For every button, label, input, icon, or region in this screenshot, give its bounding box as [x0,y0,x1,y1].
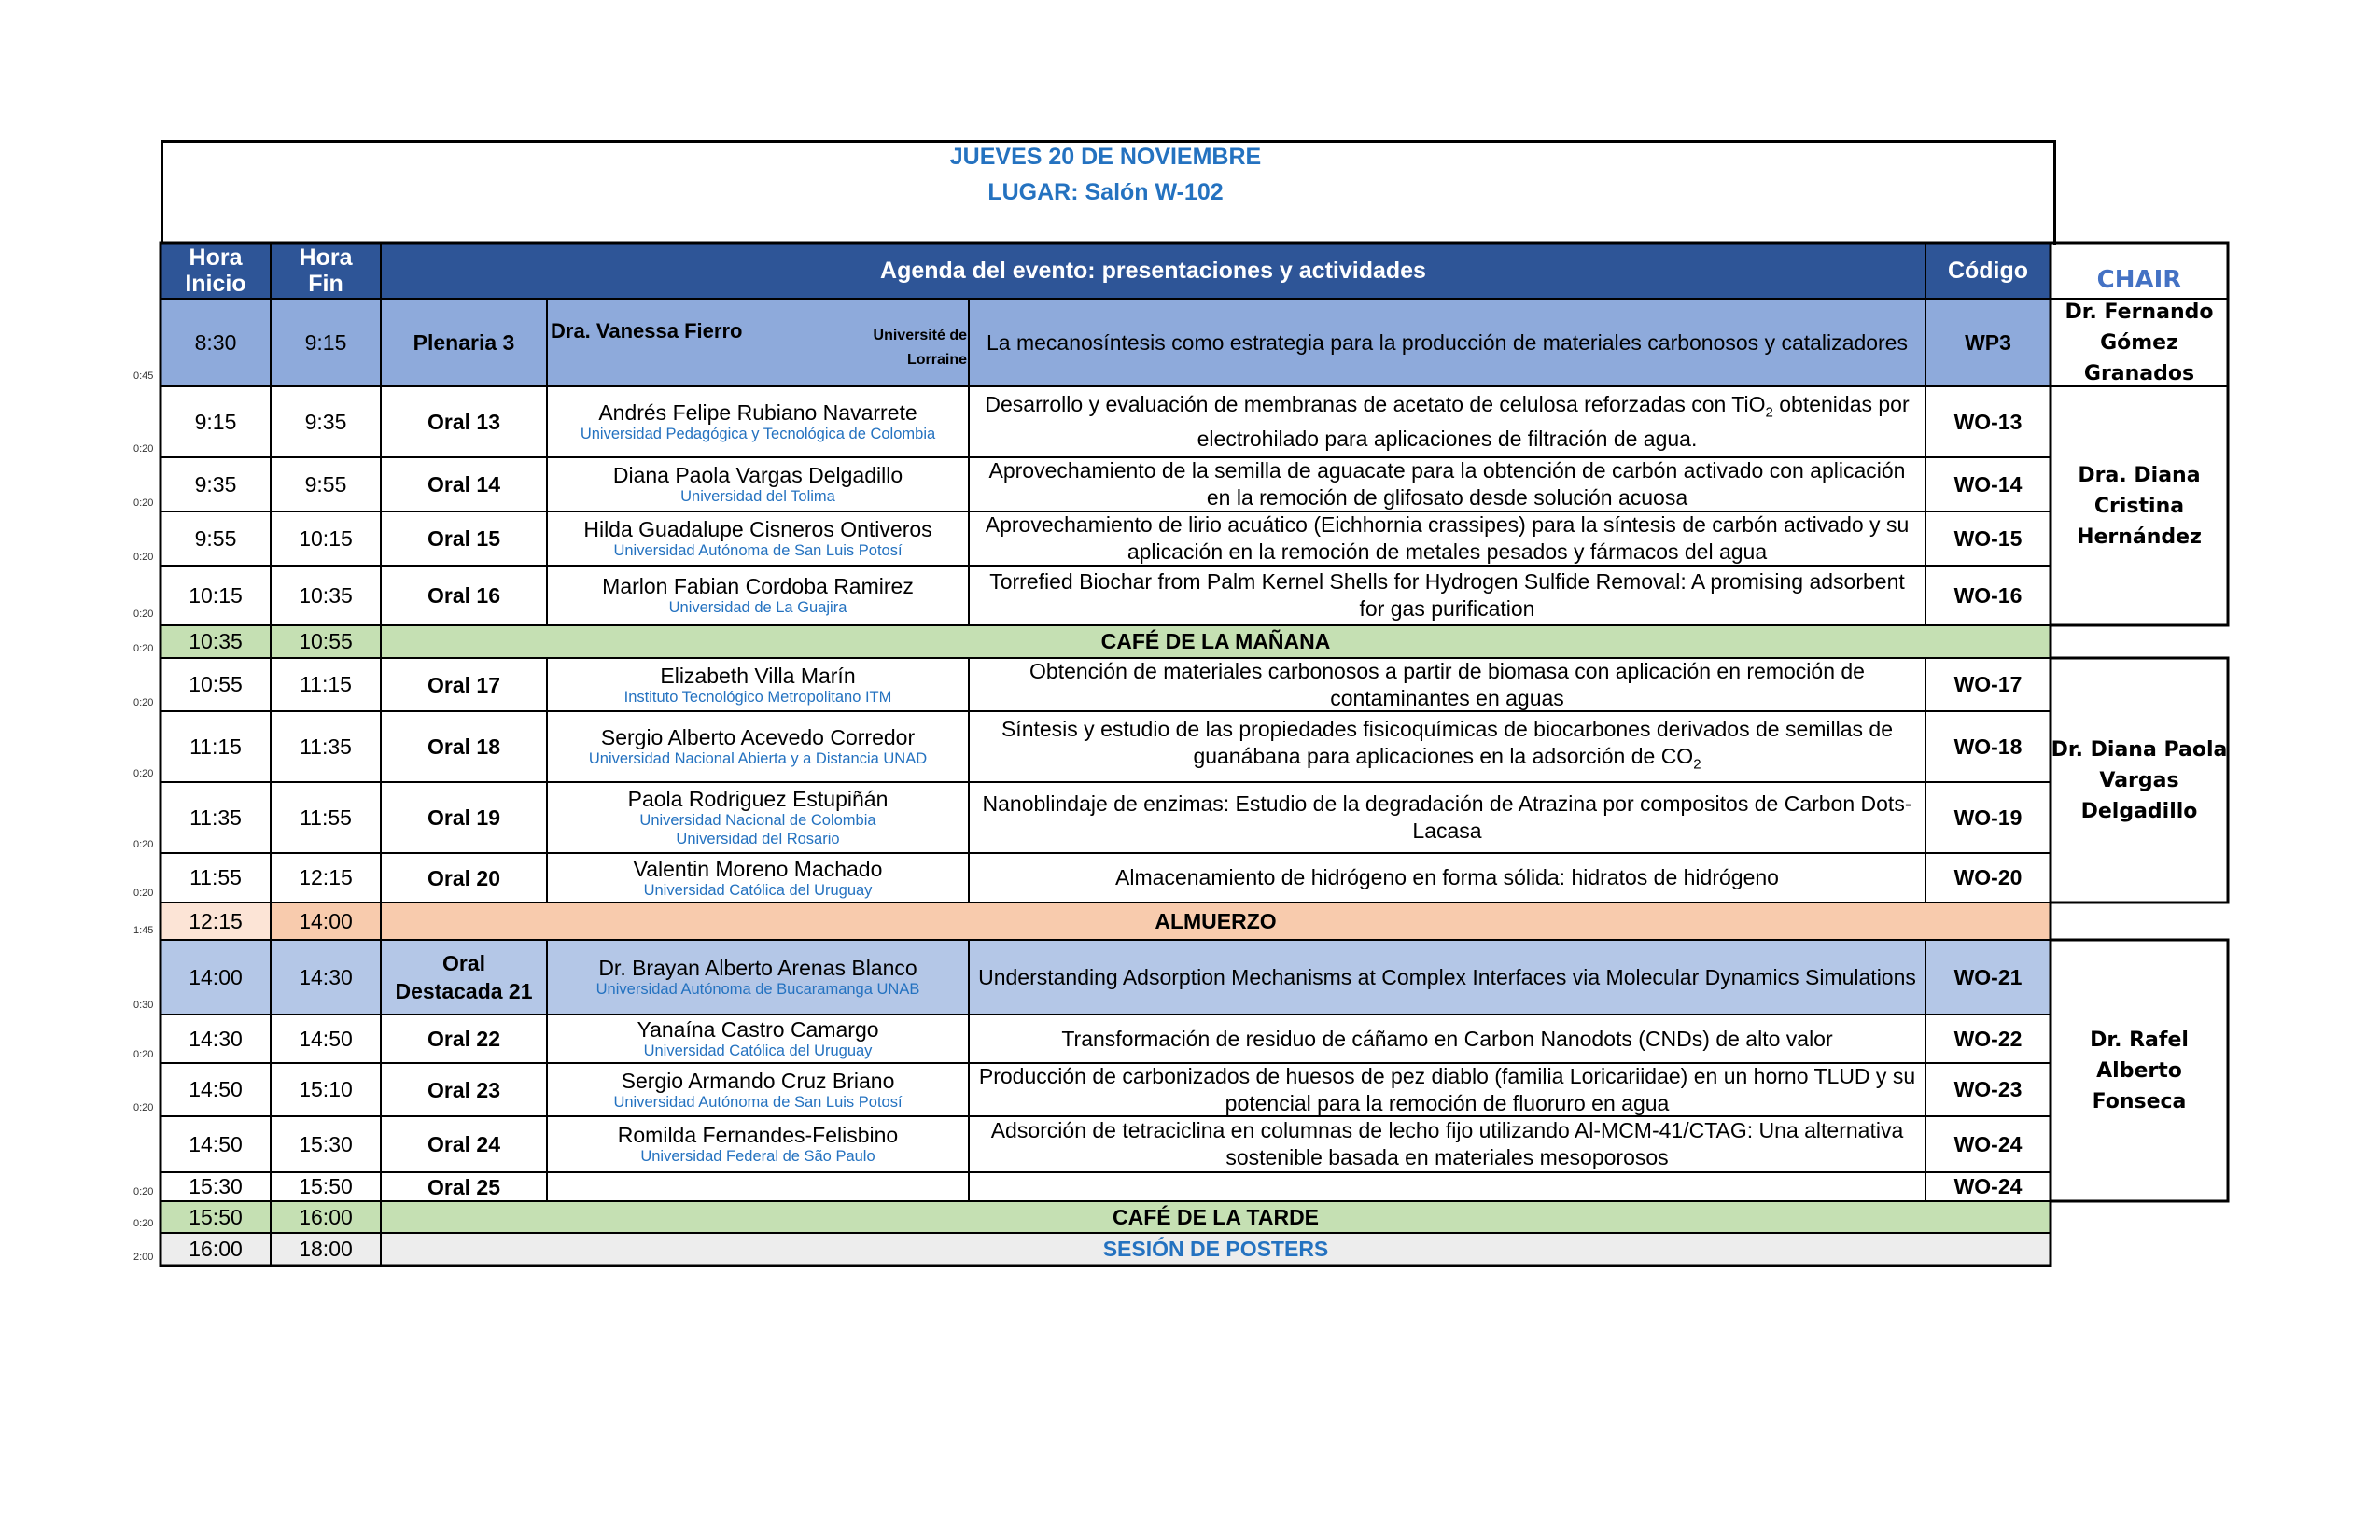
duration-row-9: 0:20 [133,888,154,899]
duration-row-4: 0:20 [133,609,154,620]
row-2-title: Aprovechamiento de la semilla de aguacate para la obtención de carbón activado con aplicación en la remoción de glifosato desde solución acuosa [988,458,1906,510]
row-0-end: 9:15 [304,329,347,355]
row-1-code: WO-13 [1953,409,2023,434]
row-11-end: 14:30 [299,964,353,989]
row-0-institution-text: Université de Lorraine [873,328,967,368]
row-0-speaker-cell [547,299,969,386]
chair-1-line2: Gómez [2100,330,2178,355]
row-11-speaker-cell [547,940,969,1015]
row-0-type: Plenaria 3 [413,330,515,355]
row-2-speaker-cell [547,457,969,511]
row-4-speaker-cell [547,566,969,625]
chair-3-line2: Vargas [2099,768,2179,792]
duration-row-5: 0:20 [133,643,154,654]
row-8-institution: Universidad Nacional de Colombia [639,812,876,829]
row-12-end: 14:50 [299,1026,353,1051]
chair-block-4 [2051,940,2228,1201]
row-15-start: 15:30 [189,1174,243,1198]
row-13-code: WO-23 [1953,1077,2023,1101]
row-1-title-text [974,391,1920,454]
column-header-chair: CHAIR [2096,266,2182,294]
duration-row-7: 0:20 [133,768,154,779]
row-2-start: 9:35 [194,471,237,497]
row-8-code: WO-19 [1953,805,2023,830]
row-11-title: Understanding Adsorption Mechanisms at Complex Interfaces via Molecular Dynamics Simulations [978,964,1916,989]
row-13-speaker: Sergio Armando Cruz Briano [621,1068,895,1093]
row-15-end: 15:50 [299,1174,353,1198]
row-4-speaker: Marlon Fabian Cordoba Ramirez [602,574,914,598]
row-13-speaker-cell [547,1063,969,1116]
row-7-title-text [974,716,1920,778]
column-header-start-line1: Hora [189,245,243,271]
column-header-end-line1: Hora [299,245,353,271]
row-0-code: WP3 [1965,329,2011,355]
chair-block-3 [2051,658,2228,903]
row-13-type: Oral 23 [427,1077,500,1102]
row-2-code: WO-14 [1953,471,2023,497]
row-15-title [969,1172,1925,1201]
row-8-speaker: Paola Rodriguez Estupiñán [627,787,889,811]
row-4-type: Oral 16 [427,583,500,608]
row-17-start: 16:00 [189,1237,243,1261]
row-14-end: 15:30 [299,1131,353,1156]
row-10-start: 12:15 [189,908,243,933]
row-1-speaker: Andrés Felipe Rubiano Navarrete [598,400,917,425]
row-3-end: 10:15 [299,525,353,551]
chair-2-line3: Hernández [2077,525,2202,549]
row-6-code: WO-17 [1953,672,2023,696]
row-1-type: Oral 13 [427,410,500,434]
row-8-speaker-cell [547,782,969,853]
row-7-institution: Universidad Nacional Abierta y a Distancia UNAD [588,750,928,767]
row-7-title [969,711,1925,782]
row-7-code: WO-18 [1953,734,2023,759]
row-7-end: 11:35 [300,734,352,759]
duration-row-13: 0:20 [133,1102,154,1113]
row-1-institution: Universidad Pedagógica y Tecnológica de Colombia [580,426,936,442]
row-12-type: Oral 22 [427,1027,500,1051]
row-7-type: Oral 18 [427,735,500,759]
chair-2-line1: Dra. Diana [2078,463,2201,487]
row-11-type-line1: Oral [441,951,486,975]
row-13-title: Producción de carbonizados de huesos de pez diablo (familia Loricariidae) en un horno TLUD y su potencial para la remoción de fluoruro en agua [978,1063,1916,1115]
row-2-speaker: Diana Paola Vargas Delgadillo [612,463,903,487]
row-14-title: Adsorción de tetraciclina en columnas de lecho fijo utilizando Al-MCM-41/CTAG: Una alternativa sostenible basada en materiales mesoporosos [990,1118,1904,1169]
chair-1-line3: Granados [2083,361,2195,385]
duration-row-17: 2:00 [133,1252,154,1263]
row-12-title: Transformación de residuo de cáñamo en Carbon Nanodots (CNDs) de alto valor [1061,1026,1833,1051]
row-4-end: 10:35 [299,582,353,608]
duration-row-2: 0:20 [133,497,154,509]
row-2-institution: Universidad del Tolima [680,488,835,505]
row-1-end: 9:35 [304,409,347,434]
row-4-code: WO-16 [1953,582,2023,608]
row-7-title-subscript: 2 [1693,756,1701,773]
duration-row-3: 0:20 [133,552,154,563]
duration-row-6: 0:20 [133,697,154,708]
row-3-type: Oral 15 [427,526,500,551]
row-7-start: 11:15 [189,734,242,759]
column-header-start [161,243,271,299]
chair-block-2 [2051,386,2228,625]
row-6-institution: Instituto Tecnológico Metropolitano ITM [623,688,892,706]
row-6-start: 10:55 [189,672,243,696]
duration-row-8: 0:20 [133,839,154,850]
row-6-title: Obtención de materiales carbonosos a partir de biomasa con aplicación en remoción de contaminantes en aguas [1029,658,1865,710]
row-8-title: Nanoblindaje de enzimas: Estudio de la degradación de Atrazina por compositos de Carbon Dots-Lacasa [982,791,1912,843]
row-1-title [969,386,1925,457]
row-12-institution: Universidad Católica del Uruguay [643,1043,873,1059]
row-9-type: Oral 20 [427,865,500,890]
column-header-end [271,243,381,299]
row-11-start: 14:00 [189,964,243,989]
row-14-type: Oral 24 [427,1132,500,1156]
row-7-speaker-cell [547,711,969,782]
row-10-end: 14:00 [299,908,353,933]
row-0-title: La mecanosíntesis como estrategia para la producción de materiales carbonosos y catalizadores [987,329,1908,355]
row-9-start: 11:55 [189,865,242,889]
lunch-label: ALMUERZO [1155,908,1277,933]
row-3-code: WO-15 [1953,525,2023,551]
chair-block-1 [2051,299,2228,386]
row-3-institution: Universidad Autónoma de San Luis Potosí [613,542,903,559]
duration-row-0: 0:45 [133,371,154,382]
row-5-start: 10:35 [189,629,243,653]
row-16-end: 16:00 [299,1204,353,1229]
row-9-speaker-cell [547,853,969,903]
duration-row-1: 0:20 [133,443,154,455]
duration-row-15: 0:20 [133,1186,154,1197]
location-label: LUGAR: Salón W-102 [987,179,1224,205]
row-6-type: Oral 17 [427,672,500,697]
duration-row-16: 0:20 [133,1218,154,1229]
row-11-type-line2: Destacada 21 [395,979,533,1003]
row-3-title: Aprovechamiento de lirio acuático (Eichhornia crassipes) para la síntesis de carbón activado y su aplicación en la remoción de metales pesados y fármacos del agua [985,512,1910,564]
row-16-start: 15:50 [189,1204,243,1229]
chair-4-line1: Dr. Rafel [2090,1028,2189,1052]
row-12-code: WO-22 [1953,1026,2023,1051]
row-14-speaker-cell [547,1116,969,1172]
chair-4-line3: Fonseca [2092,1089,2187,1113]
row-8-type: Oral 19 [427,805,500,830]
row-13-end: 15:10 [299,1077,353,1101]
row-14-institution: Universidad Federal de São Paulo [640,1148,875,1165]
row-8-end: 11:55 [300,805,352,830]
row-14-speaker: Romilda Fernandes-Felisbino [617,1123,899,1147]
row-1-title-subscript: 2 [1765,404,1773,421]
row-7-title-part-a: Síntesis y estudio de las propiedades fisicoquímicas de biocarbones derivados de semillas de guanábana para aplicaciones en la adsorción de CO [1001,716,1894,768]
row-9-institution: Universidad Católica del Uruguay [643,881,873,899]
row-2-type: Oral 14 [427,472,500,497]
row-1-speaker-cell [547,386,969,457]
duration-row-11: 0:30 [133,1000,154,1011]
page-title: JUEVES 20 DE NOVIEMBRE [949,144,1262,170]
row-15-speaker-cell [547,1172,969,1201]
row-3-speaker: Hilda Guadalupe Cisneros Ontiveros [583,517,932,541]
row-6-end: 11:15 [300,672,352,696]
row-12-speaker-cell [547,1015,969,1063]
duration-row-10: 1:45 [133,925,154,936]
row-6-speaker: Elizabeth Villa Marín [660,663,856,688]
row-15-code: WO-24 [1953,1174,2023,1198]
row-15-type: Oral 25 [427,1174,500,1199]
row-4-institution: Universidad de La Guajira [668,599,847,616]
chair-4-line2: Alberto [2096,1058,2182,1083]
row-0-start: 8:30 [194,329,237,355]
row-1-title-part-a: Desarrollo y evaluación de membranas de acetato de celulosa reforzadas con TiO [985,391,1766,416]
row-13-start: 14:50 [189,1077,243,1101]
row-12-speaker: Yanaína Castro Camargo [637,1017,879,1042]
poster-session-label: SESIÓN DE POSTERS [1102,1237,1329,1261]
row-4-start: 10:15 [189,582,243,608]
row-4-title: Torrefied Biochar from Palm Kernel Shells for Hydrogen Sulfide Removal: A promising adsorbent for gas purification [989,569,1905,621]
row-8-institution-2: Universidad del Rosario [676,831,840,847]
row-14-code: WO-24 [1953,1131,2023,1156]
row-3-start: 9:55 [194,525,237,551]
chair-2-line2: Cristina [2093,494,2185,518]
row-8-start: 11:35 [189,805,242,830]
row-11-institution: Universidad Autónoma de Bucaramanga UNAB [595,981,920,998]
row-0-institution [855,324,967,372]
row-9-code: WO-20 [1953,865,2023,889]
row-9-end: 12:15 [299,865,353,889]
row-1-title-part-b: obtenidas por electrohilado para aplicaciones de filtración de agua. [1197,391,1910,452]
row-1-start: 9:15 [194,409,237,434]
row-17-end: 18:00 [299,1237,353,1261]
coffee-afternoon-label: CAFÉ DE LA TARDE [1112,1204,1320,1229]
row-13-institution: Universidad Autónoma de San Luis Potosí [613,1093,903,1111]
row-7-speaker: Sergio Alberto Acevedo Corredor [600,725,916,749]
row-12-start: 14:30 [189,1026,243,1051]
row-11-type [381,940,547,1015]
column-header-code: Código [1947,257,2029,284]
row-11-code: WO-21 [1953,964,2023,989]
row-0-speaker: Dra. Vanessa Fierro [551,319,743,343]
row-11-speaker: Dr. Brayan Alberto Arenas Blanco [598,956,917,980]
row-5-end: 10:55 [299,629,353,653]
coffee-morning-label: CAFÉ DE LA MAÑANA [1100,629,1331,653]
row-9-title: Almacenamiento de hidrógeno en forma sólida: hidratos de hidrógeno [1115,865,1779,889]
row-2-end: 9:55 [304,471,347,497]
column-header-end-line2: Fin [308,271,343,297]
column-header-agenda: Agenda del evento: presentaciones y actividades [880,257,1426,284]
column-header-start-line2: Inicio [185,271,246,297]
chair-3-line1: Dr. Diana Paola [2051,737,2228,762]
chair-3-line3: Delgadillo [2080,799,2198,823]
row-14-start: 14:50 [189,1131,243,1156]
row-9-speaker: Valentin Moreno Machado [633,856,883,881]
row-6-speaker-cell [547,658,969,711]
chair-1-line1: Dr. Fernando [2065,300,2214,324]
duration-row-12: 0:20 [133,1049,154,1060]
row-3-speaker-cell [547,511,969,566]
